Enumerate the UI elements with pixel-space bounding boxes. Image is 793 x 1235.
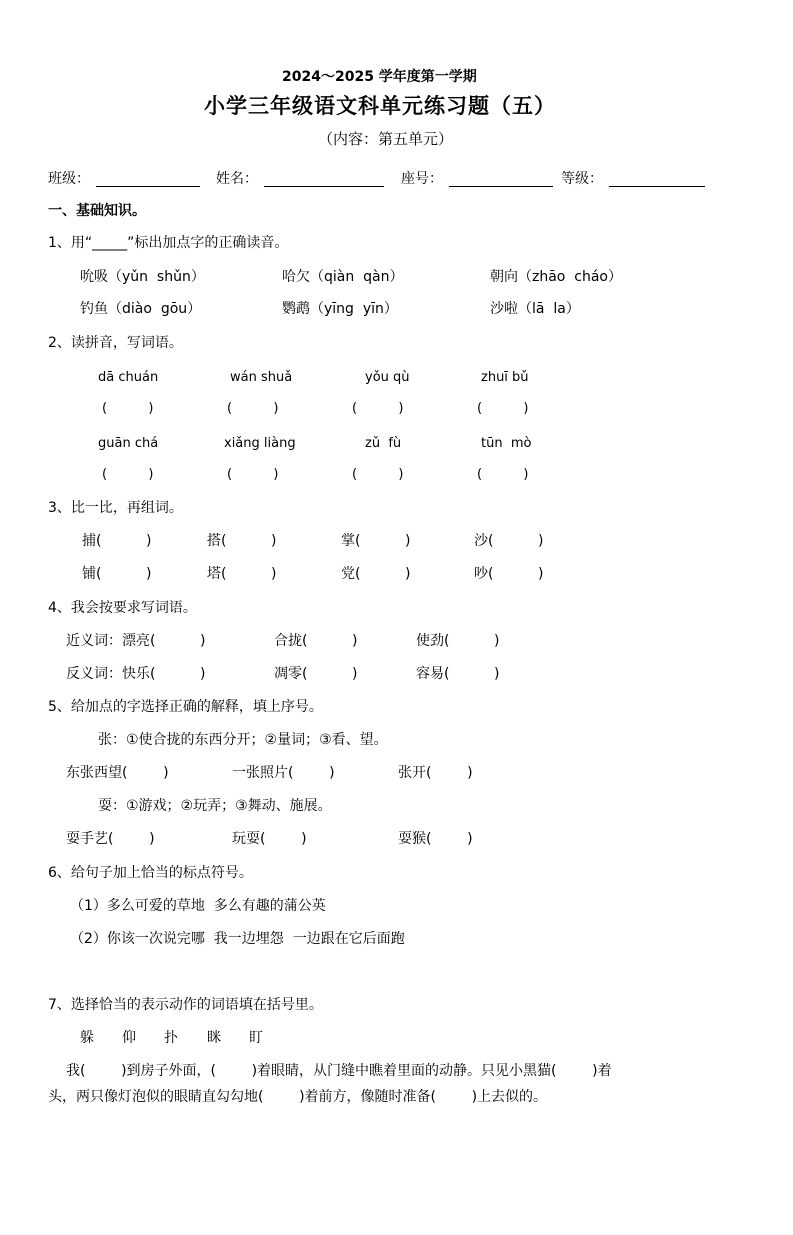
content-subtitle: （内容：第五单元） bbox=[318, 130, 454, 148]
seat-label: 座号： bbox=[401, 171, 443, 187]
class-field[interactable] bbox=[96, 172, 200, 187]
q4-synonym[interactable]: 合拢( ) bbox=[274, 633, 358, 649]
q2-blank[interactable]: ( ) bbox=[102, 467, 154, 482]
q3-prompt: 3、比一比，再组词。 bbox=[48, 500, 183, 516]
grade-field[interactable] bbox=[609, 172, 705, 187]
q1-item: 沙啦（lā la） bbox=[490, 301, 580, 317]
q2-blank[interactable]: ( ) bbox=[227, 401, 279, 416]
q4-prompt: 4、我会按要求写词语。 bbox=[48, 600, 197, 616]
q3-item[interactable]: 捕( ) bbox=[82, 533, 152, 549]
q1-item: 钓鱼（diào gōu） bbox=[80, 301, 202, 317]
q3-item[interactable]: 塔( ) bbox=[207, 566, 277, 582]
q5-item[interactable]: 耍猴( ) bbox=[398, 831, 473, 847]
q5-prompt: 5、给加点的字选择正确的解释，填上序号。 bbox=[48, 699, 323, 715]
q7-word: 盯 bbox=[249, 1030, 263, 1046]
q1-item: 朝向（zhāo cháo） bbox=[490, 269, 622, 285]
q1-item: 吮吸（yǔn shǔn） bbox=[80, 269, 205, 285]
q2-blank[interactable]: ( ) bbox=[352, 401, 404, 416]
q1-item: 哈欠（qiàn qàn） bbox=[282, 269, 404, 285]
q5-item[interactable]: 玩耍( ) bbox=[232, 831, 307, 847]
q1-prompt: 1、用“_____”标出加点字的正确读音。 bbox=[48, 235, 289, 251]
q2-pinyin: dā chuán bbox=[98, 370, 159, 385]
q2-pinyin: zhuī bǔ bbox=[481, 370, 529, 385]
seat-field[interactable] bbox=[449, 172, 553, 187]
q5-definition: 耍：①游戏；②玩弄；③舞动、施展。 bbox=[98, 798, 332, 814]
q2-pinyin: tūn mò bbox=[481, 436, 532, 451]
q4-antonym[interactable]: 凋零( ) bbox=[274, 666, 358, 682]
q5-item[interactable]: 张开( ) bbox=[398, 765, 473, 781]
q7-word: 眯 bbox=[207, 1030, 221, 1046]
q2-pinyin: zǔ fù bbox=[365, 436, 402, 451]
q5-item[interactable]: 东张西望( ) bbox=[66, 765, 169, 781]
q1-item: 鹦鹉（yīng yīn） bbox=[282, 301, 398, 317]
q4-synonym[interactable]: 使劲( ) bbox=[416, 633, 500, 649]
q3-item[interactable]: 沙( ) bbox=[474, 533, 544, 549]
q2-blank[interactable]: ( ) bbox=[227, 467, 279, 482]
q2-blank[interactable]: ( ) bbox=[477, 401, 529, 416]
q3-item[interactable]: 吵( ) bbox=[474, 566, 544, 582]
name-label: 姓名： bbox=[216, 171, 258, 187]
q6-sentence: （2）你该一次说完哪 我一边埋怨 一边跟在它后面跑 bbox=[70, 931, 405, 947]
section-title: 一、基础知识。 bbox=[48, 203, 146, 219]
q5-definition: 张：①使合拢的东西分开；②量词；③看、望。 bbox=[98, 732, 388, 748]
q2-pinyin: guān chá bbox=[98, 436, 159, 451]
q7-passage-line: 头，两只像灯泡似的眼睛直勾勾地( )着前方，像随时准备( )上去似的。 bbox=[48, 1089, 548, 1105]
q7-prompt: 7、选择恰当的表示动作的词语填在括号里。 bbox=[48, 997, 323, 1013]
q2-blank[interactable]: ( ) bbox=[352, 467, 404, 482]
q7-word: 躲 bbox=[80, 1030, 94, 1046]
q3-item[interactable]: 搭( ) bbox=[207, 533, 277, 549]
q4-synonym[interactable]: 近义词：漂亮( ) bbox=[66, 633, 206, 649]
q2-blank[interactable]: ( ) bbox=[102, 401, 154, 416]
q4-antonym[interactable]: 反义词：快乐( ) bbox=[66, 666, 206, 682]
q4-antonym[interactable]: 容易( ) bbox=[416, 666, 500, 682]
q7-word: 仰 bbox=[122, 1030, 136, 1046]
q5-item[interactable]: 一张照片( ) bbox=[232, 765, 335, 781]
grade-label: 等级： bbox=[561, 171, 603, 187]
term-heading: 2024～2025 学年度第一学期 bbox=[282, 69, 477, 85]
q2-blank[interactable]: ( ) bbox=[477, 467, 529, 482]
q2-prompt: 2、读拼音，写词语。 bbox=[48, 335, 183, 351]
q2-pinyin: yǒu qù bbox=[365, 370, 410, 385]
q3-item[interactable]: 掌( ) bbox=[341, 533, 411, 549]
q7-passage-line: 我( )到房子外面，( )着眼睛，从门缝中瞧着里面的动静。只见小黑猫( )着 bbox=[66, 1063, 612, 1079]
q5-item[interactable]: 耍手艺( ) bbox=[66, 831, 155, 847]
q7-word: 扑 bbox=[164, 1030, 178, 1046]
q6-prompt: 6、给句子加上恰当的标点符号。 bbox=[48, 865, 253, 881]
q3-item[interactable]: 党( ) bbox=[341, 566, 411, 582]
q3-item[interactable]: 铺( ) bbox=[82, 566, 152, 582]
q6-sentence: （1）多么可爱的草地 多么有趣的蒲公英 bbox=[70, 898, 326, 914]
q2-pinyin: wán shuǎ bbox=[230, 370, 293, 385]
class-label: 班级： bbox=[48, 171, 90, 187]
page-title: 小学三年级语文科单元练习题（五） bbox=[204, 94, 556, 118]
q2-pinyin: xiǎng liàng bbox=[224, 436, 296, 451]
name-field[interactable] bbox=[264, 172, 384, 187]
